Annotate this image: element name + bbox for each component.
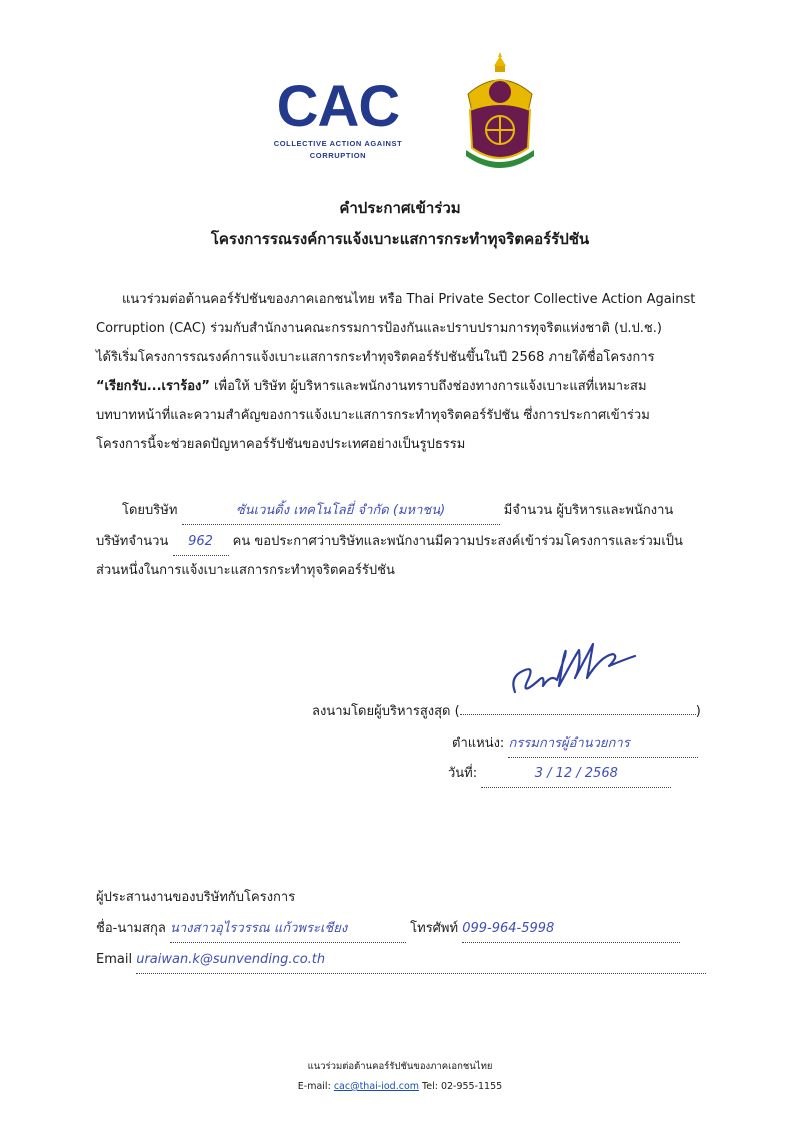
- date-label: วันที่:: [448, 766, 478, 781]
- coordinator-email-field[interactable]: uraiwan.k@sunvending.co.th: [136, 946, 706, 974]
- footer-email-label: E-mail:: [297, 1081, 331, 1092]
- seal-crown-icon: [494, 52, 506, 72]
- footer-org: แนวร่วมต่อต้านคอร์รัปชันของภาคเอกชนไทย: [307, 1061, 493, 1072]
- date-line: [448, 760, 671, 788]
- position-field[interactable]: กรรมการผู้อำนวยการ: [508, 730, 698, 758]
- intro-line: โครงการนี้จะช่วยลดปัญหาคอร์รัปชันของประเทศอย่างเป็นรูปธรรม: [96, 437, 466, 452]
- footer-contact: [0, 1078, 800, 1096]
- intro-line: ได้ริเริ่มโครงการรณรงค์การแจ้งเบาะแสการกระทำทุจริตคอร์รัปชันขึ้นในปี 2568 ภายใต้ชื่อโครงการ: [96, 350, 655, 365]
- company-suffix: มีจำนวน ผู้บริหารและพนักงาน: [503, 503, 674, 518]
- page-subtitle: โครงการรณรงค์การแจ้งเบาะแสการกระทำทุจริตคอร์รัปชัน: [210, 230, 590, 248]
- coordinator-email-line: [96, 946, 706, 974]
- intro-line: Corruption (CAC) ร่วมกับสำนักงานคณะกรรมการป้องกันและปราบปรามการทุจริตแห่งชาติ (ป.ป.ช.): [96, 321, 662, 336]
- intro-line-rest: เพื่อให้ บริษัท ผู้บริหารและพนักงานทราบถึงช่องทางการแจ้งเบาะแสที่เหมาะสม: [209, 379, 647, 394]
- coordinator-name-line: [96, 915, 680, 943]
- employees-suffix: คน ขอประกาศว่าบริษัทและพนักงานมีความประสงค์เข้าร่วมโครงการและร่วมเป็น: [232, 534, 683, 549]
- nacc-seal-emblem: [458, 52, 542, 170]
- signature-field[interactable]: [460, 714, 696, 715]
- employees-label: บริษัทจำนวน: [96, 534, 169, 549]
- signature-close: ): [695, 704, 701, 719]
- position-label: ตำแหน่ง:: [452, 736, 505, 751]
- company-name-field[interactable]: ซันเวนดิ้ง เทคโนโลยี่ จำกัด (มหาชน): [182, 497, 500, 525]
- cac-logo-subtitle-1: COLLECTIVE ACTION AGAINST: [273, 139, 403, 148]
- coordinator-heading: ผู้ประสานงานของบริษัทกับโครงการ: [96, 890, 296, 905]
- cac-logo-subtitle-2: CORRUPTION: [309, 151, 367, 160]
- footer-email-link[interactable]: cac@thai-iod.com: [333, 1081, 420, 1092]
- position-line: [452, 730, 698, 758]
- coordinator-email-label: Email: [96, 952, 133, 967]
- cac-logo: [262, 74, 414, 160]
- cac-logo-mark: CAC: [276, 74, 400, 139]
- company-label: โดยบริษัท: [122, 503, 178, 518]
- employees-count-field[interactable]: 962: [173, 528, 229, 556]
- intro-line: บทบาทหน้าที่และความสำคัญของการแจ้งเบาะแสการกระทำทุจริตคอร์รัปชัน ซึ่งการประกาศเข้าร่วม: [96, 408, 650, 423]
- coordinator-name-field[interactable]: นางสาวอุไรวรรณ แก้วพระเชียง: [170, 915, 406, 943]
- company-line: [122, 497, 673, 525]
- signature-line: [312, 698, 701, 725]
- coordinator-phone-label: โทรศัพท์: [410, 921, 459, 936]
- date-field[interactable]: 3 / 12 / 2568: [481, 760, 671, 788]
- coordinator-phone-field[interactable]: 099-964-5998: [462, 915, 680, 943]
- campaign-name: “เรียกรับ...เราร้อง”: [96, 379, 210, 394]
- declaration-line: ส่วนหนึ่งในการแจ้งเบาะแสการกระทำทุจริตคอร์รัปชัน: [96, 563, 395, 578]
- intro-line: [96, 373, 647, 400]
- page-title: คำประกาศเข้าร่วม: [339, 199, 461, 217]
- executive-signature: [505, 626, 655, 706]
- intro-line: แนวร่วมต่อต้านคอร์รัปชันของภาคเอกชนไทย หรือ Thai Private Sector Collective Action Against: [122, 292, 696, 307]
- coordinator-name-label: ชื่อ-นามสกุล: [96, 921, 166, 936]
- signature-label: ลงนามโดยผู้บริหารสูงสุด (: [312, 704, 460, 719]
- footer-tel: Tel: 02-955-1155: [422, 1081, 503, 1092]
- employees-line: [96, 528, 683, 556]
